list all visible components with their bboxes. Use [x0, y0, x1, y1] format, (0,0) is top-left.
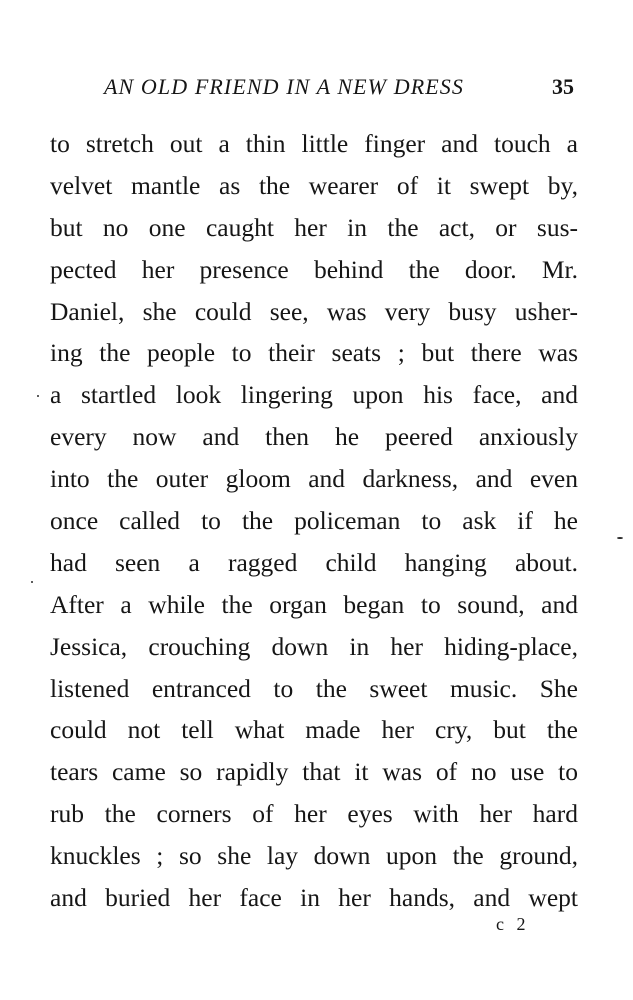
text-line: into the outer gloom and darkness, and even — [50, 464, 578, 494]
print-speck — [31, 581, 33, 583]
text-line: but no one caught her in the act, or sus- — [50, 212, 578, 242]
text-line: pected her presence behind the door. Mr. — [50, 254, 578, 284]
text-line: ing the people to their seats ; but there was — [50, 338, 578, 368]
running-header — [104, 74, 574, 106]
text-line: knuckles ; so she lay down upon the ground, — [50, 841, 578, 871]
text-line: a startled look lingering upon his face, and — [50, 380, 578, 410]
print-speck — [37, 395, 39, 397]
body-text — [50, 123, 578, 919]
running-title: AN OLD FRIEND IN A NEW DRESS — [104, 74, 464, 99]
text-line: listened entranced to the sweet music. She — [50, 673, 578, 703]
text-line: every now and then he peered anxiously — [50, 422, 578, 452]
text-line: Daniel, she could see, was very busy usher- — [50, 296, 578, 326]
text-line: velvet mantle as the wearer of it swept by, — [50, 170, 578, 200]
text-line: to stretch out a thin little finger and touch a — [50, 129, 578, 158]
text-line: had seen a ragged child hanging about. — [50, 547, 578, 577]
text-line: once called to the policeman to ask if he — [50, 506, 578, 536]
text-line: could not tell what made her cry, but the — [50, 715, 578, 745]
text-line: tears came so rapidly that it was of no use to — [50, 757, 578, 787]
text-line: Jessica, crouching down in her hiding-place, — [50, 631, 578, 661]
text-line: and buried her face in her hands, and wept — [50, 883, 578, 913]
print-speck — [617, 537, 623, 539]
signature-mark: c 2 — [496, 914, 530, 934]
text-line: After a while the organ began to sound, and — [50, 589, 578, 619]
page-number: 35 — [552, 74, 574, 99]
text-line: rub the corners of her eyes with her hard — [50, 799, 578, 829]
